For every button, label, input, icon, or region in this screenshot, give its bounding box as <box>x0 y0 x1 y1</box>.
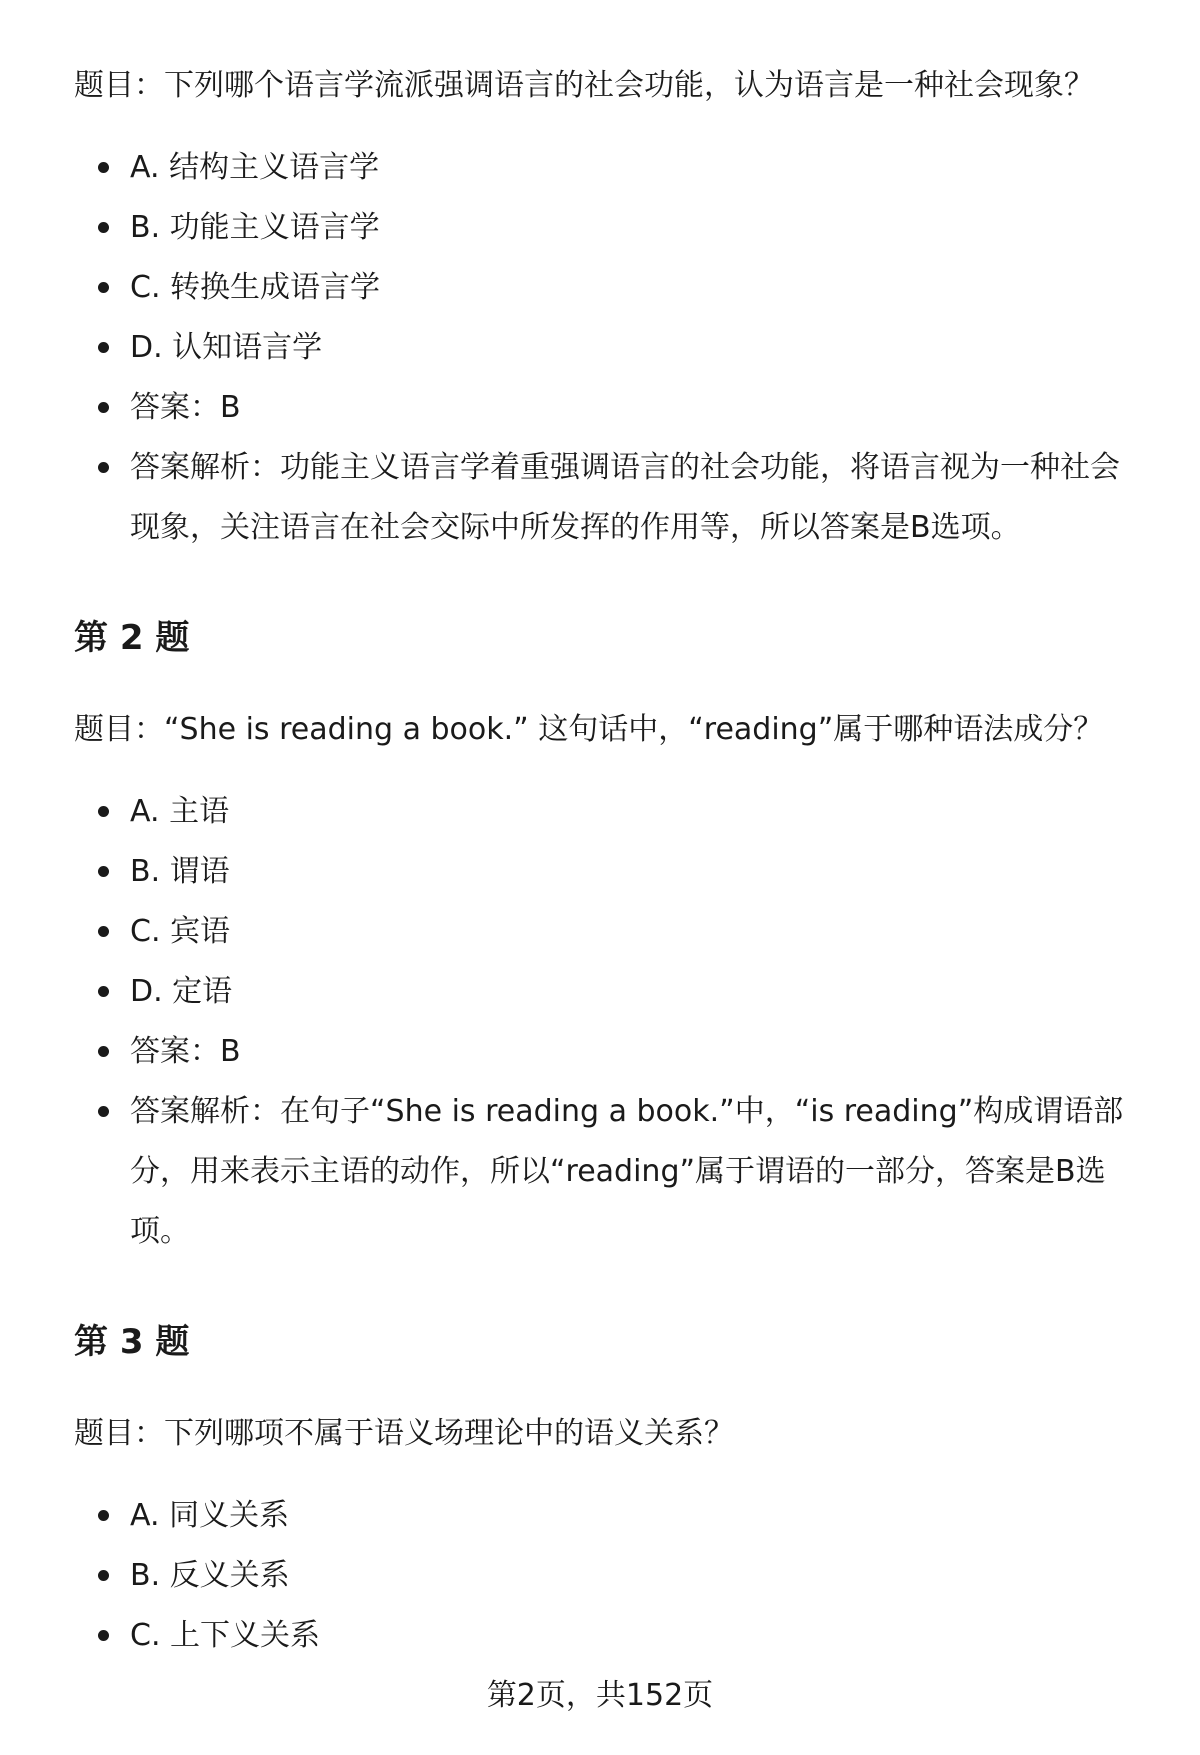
option-b: B. 反义关系 <box>74 1546 1154 1606</box>
bullet-icon <box>98 1510 109 1521</box>
answer: 答案：B <box>74 1022 1154 1082</box>
option-c: C. 转换生成语言学 <box>74 258 1154 318</box>
question-3-text: 题目：下列哪项不属于语义场理论中的语义关系？ <box>74 1416 734 1451</box>
bullet-icon <box>98 282 109 293</box>
bullet-icon <box>98 162 109 173</box>
bullet-icon <box>98 926 109 937</box>
option-a: A. 结构主义语言学 <box>74 138 1154 198</box>
question-2-heading: 第 2 题 <box>74 618 190 658</box>
bullet-icon <box>98 462 109 473</box>
question-1-options <box>74 138 1154 558</box>
bullet-icon <box>98 342 109 353</box>
answer-analysis: 答案解析：功能主义语言学着重强调语言的社会功能，将语言视为一种社会现象，关注语言在社会交际中所发挥的作用等，所以答案是B选项。 <box>74 438 1154 558</box>
option-b: B. 功能主义语言学 <box>74 198 1154 258</box>
bullet-icon <box>98 222 109 233</box>
answer-analysis: 答案解析：在句子“She is reading a book.”中，“is reading”构成谓语部分，用来表示主语的动作，所以“reading”属于谓语的一部分，答案是B选项。 <box>74 1082 1154 1262</box>
option-c: C. 宾语 <box>74 902 1154 962</box>
bullet-icon <box>98 1630 109 1641</box>
question-2-text: 题目：“She is reading a book.” 这句话中，“reading”属于哪种语法成分？ <box>74 712 1104 747</box>
bullet-icon <box>98 1570 109 1581</box>
option-a: A. 主语 <box>74 782 1154 842</box>
question-2 <box>74 708 1154 1262</box>
question-2-options <box>74 782 1154 1262</box>
bullet-icon <box>98 1106 109 1117</box>
option-d: D. 认知语言学 <box>74 318 1154 378</box>
answer: 答案：B <box>74 378 1154 438</box>
page-footer: 第2页，共152页 <box>486 1678 714 1713</box>
bullet-icon <box>98 986 109 997</box>
bullet-icon <box>98 402 109 413</box>
question-3-options <box>74 1486 1154 1666</box>
question-1-text: 题目：下列哪个语言学流派强调语言的社会功能，认为语言是一种社会现象？ <box>74 68 1094 103</box>
bullet-icon <box>98 806 109 817</box>
bullet-icon <box>98 866 109 877</box>
question-3-heading: 第 3 题 <box>74 1322 190 1362</box>
question-1 <box>74 64 1154 558</box>
option-a: A. 同义关系 <box>74 1486 1154 1546</box>
option-b: B. 谓语 <box>74 842 1154 902</box>
option-d: D. 定语 <box>74 962 1154 1022</box>
question-3 <box>74 1412 1154 1666</box>
option-c: C. 上下义关系 <box>74 1606 1154 1666</box>
bullet-icon <box>98 1046 109 1057</box>
